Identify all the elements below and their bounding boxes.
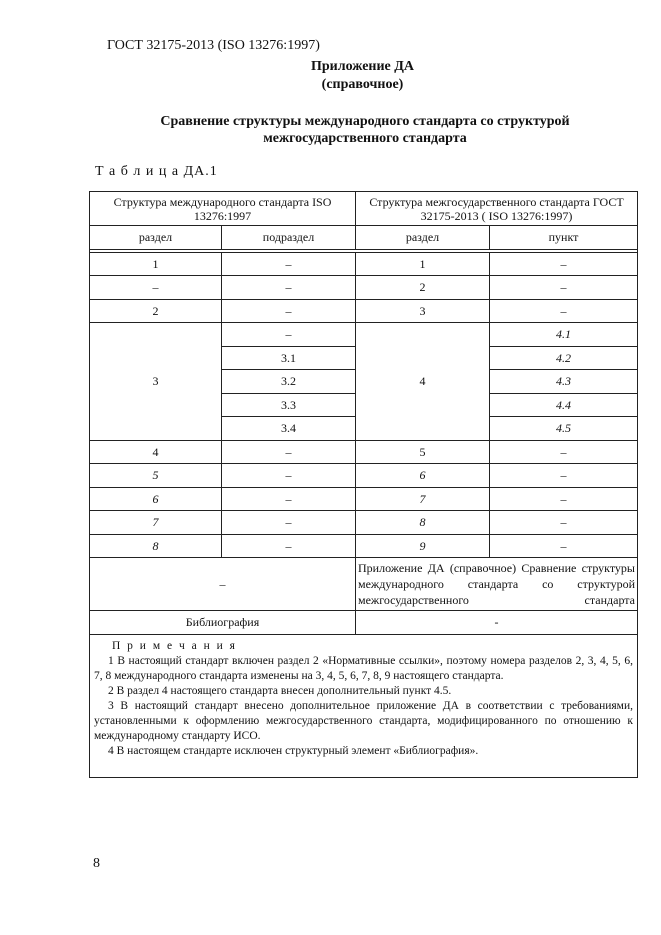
page-number: 8 xyxy=(93,856,100,871)
table-row-notes xyxy=(90,634,638,777)
cell: 7 xyxy=(90,511,222,535)
cell: 3 xyxy=(356,299,490,323)
cell: 6 xyxy=(90,487,222,511)
note-item: 3 В настоящий стандарт внесено дополнительное приложение ДА в соответствии с требованиями, установленными к оформлению межгосударственного стандарта, модифицированного по отношению к международному стандарту ИСО. xyxy=(94,699,633,742)
cell: – xyxy=(490,534,638,558)
table-row xyxy=(90,323,638,347)
cell: – xyxy=(490,440,638,464)
table-row-annex xyxy=(90,558,638,611)
table-row xyxy=(90,440,638,464)
cell: – xyxy=(90,276,222,300)
cell: – xyxy=(490,276,638,300)
table-row xyxy=(90,276,638,300)
note-item: 1 В настоящий стандарт включен раздел 2 «Нормативные ссылки», поэтому номера разделов 2, 3, 4, 5, 6, 7, 8 международного стандарта изменены на 3, 4, 5, 6, 7, 8, 9 настоящего стандарта. xyxy=(94,654,633,682)
cell: 1 xyxy=(356,252,490,276)
cell: – xyxy=(222,487,356,511)
cell: 9 xyxy=(356,534,490,558)
cell: 4 xyxy=(90,440,222,464)
cell: 3.1 xyxy=(222,346,356,370)
cell: – xyxy=(222,252,356,276)
comparison-title: Сравнение структуры международного стандарта со структурой межгосударственного стандарта xyxy=(160,114,570,146)
cell: 4.4 xyxy=(490,393,638,417)
cell: 3.2 xyxy=(222,370,356,394)
appendix-title: Приложение ДА xyxy=(310,59,415,74)
bibliography-right-cell: - xyxy=(356,611,638,635)
col-subsection-header: подраздел xyxy=(222,226,356,250)
appendix-subtitle: (справочное) xyxy=(321,77,404,92)
cell: – xyxy=(490,511,638,535)
cell: 3 xyxy=(90,323,222,441)
cell: – xyxy=(222,534,356,558)
cell: 2 xyxy=(356,276,490,300)
notes-cell xyxy=(90,634,638,777)
notes-heading: П р и м е ч а н и я xyxy=(112,639,237,652)
cell: – xyxy=(222,440,356,464)
table-row xyxy=(90,511,638,535)
table-row-bibliography xyxy=(90,611,638,635)
note-item: 2 В раздел 4 настоящего стандарта внесен дополнительный пункт 4.5. xyxy=(108,684,452,697)
cell: 2 xyxy=(90,299,222,323)
table-row xyxy=(90,487,638,511)
document-code: ГОСТ 32175-2013 (ISO 13276:1997) xyxy=(107,38,320,53)
cell: 4.2 xyxy=(490,346,638,370)
interstate-structure-header: Структура межгосударственного стандарта ГОСТ 32175-2013 ( ISO 13276:1997) xyxy=(356,192,638,226)
cell: 4.5 xyxy=(490,417,638,441)
cell: – xyxy=(490,487,638,511)
cell: 6 xyxy=(356,464,490,488)
table-label: Т а б л и ц а ДА.1 xyxy=(95,164,218,179)
cell: – xyxy=(490,299,638,323)
intl-structure-header: Структура международного стандарта ISO 13276:1997 xyxy=(90,192,356,226)
cell: – xyxy=(222,464,356,488)
col-clause-header: пункт xyxy=(490,226,638,250)
cell: 3.4 xyxy=(222,417,356,441)
table-row xyxy=(90,464,638,488)
cell: 4.3 xyxy=(490,370,638,394)
cell: 5 xyxy=(356,440,490,464)
col-section2-header: раздел xyxy=(356,226,490,250)
cell: 8 xyxy=(356,511,490,535)
cell: 5 xyxy=(90,464,222,488)
cell: – xyxy=(222,323,356,347)
bibliography-left-cell: Библиография xyxy=(90,611,356,635)
note-item: 4 В настоящем стандарте исключен структурный элемент «Библиография». xyxy=(108,744,479,757)
structure-comparison-table xyxy=(89,191,638,778)
table-row xyxy=(90,299,638,323)
table-row xyxy=(90,252,638,276)
cell: – xyxy=(222,511,356,535)
cell: 7 xyxy=(356,487,490,511)
cell: 4.1 xyxy=(490,323,638,347)
cell: – xyxy=(490,252,638,276)
cell: 8 xyxy=(90,534,222,558)
annex-right-cell: Приложение ДА (справочное) Сравнение структуры международного стандарта со структурой межгосударственного стандарта xyxy=(356,558,638,611)
annex-left-cell: – xyxy=(90,558,356,611)
cell: – xyxy=(222,276,356,300)
table-row xyxy=(90,534,638,558)
col-section-header: раздел xyxy=(90,226,222,250)
cell: – xyxy=(222,299,356,323)
cell: 4 xyxy=(356,323,490,441)
cell: 3.3 xyxy=(222,393,356,417)
cell: – xyxy=(490,464,638,488)
cell: 1 xyxy=(90,252,222,276)
